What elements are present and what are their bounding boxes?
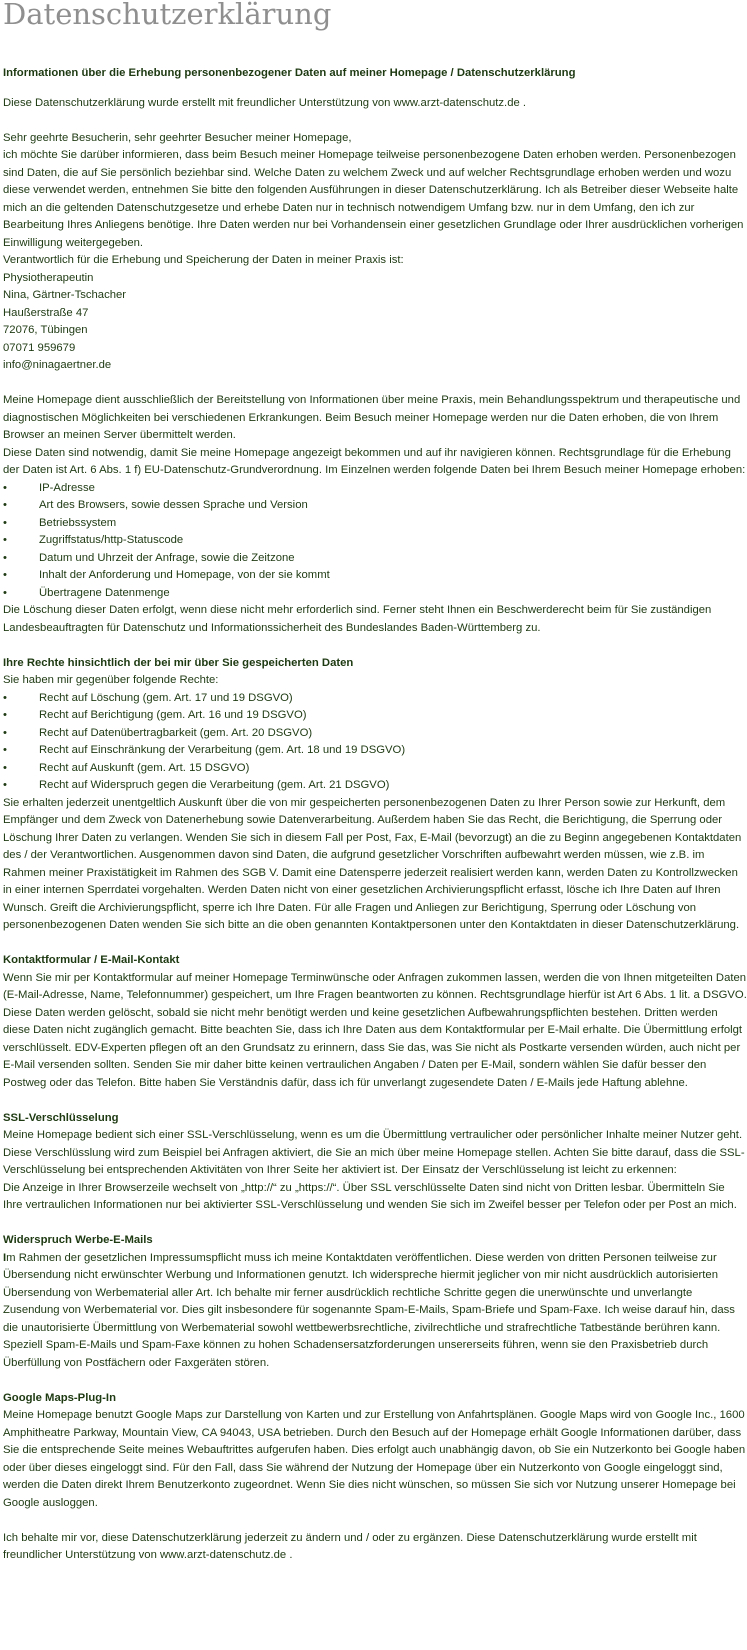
contact-form-text: Wenn Sie mir per Kontaktformular auf meiner Homepage Terminwünsche oder Anfragen zukommen lassen, werden die von Ihnen mitgeteilten Daten (E-Mail-Adresse, Name, Telefonnummer) gespeichert, um Ihre Fragen beantworten zu können. Rechtsgrundlage hierfür ist Art 6 Abs. 1 lit. a DSGVO. Diese Daten werden gelöscht, sobald sie nicht mehr benötigt werden und keine gesetzlichen Aufbewahrungspflichten bestehen. Dritten werden diese Daten nicht zugänglich gemacht. Bitte beachten Sie, dass ich Ihre Daten aus dem Kontaktformular per E-Mail erhalte. Die Übermittlung erfolgt verschlüsselt. EDV-Experten pflegen oft an den Grundsatz zu erinnern, dass Sie das, was Sie nicht als Postkarte versenden würden, auch nicht per E-Mail versenden sollten. Senden Sie mir daher bitte keinen vertraulichen Angaben / Daten per E-Mail, sondern wählen Sie dafür besser den Postweg oder das Telefon. Bitte haben Sie Verständnis dafür, dass ich für unverlangt zugesendete Daten / E-Mails jede Haftung ablehne. bbox=[3, 971, 747, 1089]
bullet-icon: • bbox=[3, 551, 7, 564]
contact-street: Haußerstraße 47 bbox=[3, 306, 89, 319]
list-item: • Recht auf Löschung (gem. Art. 17 und 19 DSGVO) bbox=[3, 690, 747, 708]
list-item: • Recht auf Einschränkung der Verarbeitung (gem. Art. 18 und 19 DSGVO) bbox=[3, 742, 747, 760]
contact-phone: 07071 959679 bbox=[3, 341, 76, 354]
privacy-policy-body bbox=[3, 65, 747, 1565]
intro-text: ich möchte Sie darüber informieren, dass beim Besuch meiner Homepage teilweise personenbezogene Daten erhoben werden. Personenbezogen sind Daten, die auf Sie persönlich beziehbar sind. Welche Daten zu welchem Zweck und auf welcher Rechtsgrundlage erhoben werden und wozu diese verwendet werden, entnehmen Sie bitte den folgenden Ausführungen in dieser Datenschutzerklärung. Ich als Betreiber dieser Webseite halte mich an die geltenden Datenschutzgesetze und erhebe Daten nur in technisch notwendigem Umfang bzw. nur in dem Umfang, den ich zur Bearbeitung Ihres Anliegens benötige. Ihre Daten werden nur bei Vorhandensein einer gesetzlichen Grundlage oder Ihrer ausdrücklichen vorherigen Einwilligung weitergegeben. bbox=[3, 149, 744, 249]
contact-name: Nina, Gärtner-Tschacher bbox=[3, 289, 127, 301]
list-item: • Recht auf Berichtigung (gem. Art. 16 und 19 DSGVO) bbox=[3, 707, 747, 725]
rights-heading: Ihre Rechte hinsichtlich der bei mir über Sie gespeicherten Daten bbox=[3, 656, 354, 669]
deletion-text: Die Löschung dieser Daten erfolgt, wenn diese nicht mehr erforderlich sind. Ferner steht Ihnen ein Beschwerderecht beim für Sie zuständigen Landesbeauftragten für Datenschutz und Informationssicherheit des Bundeslandes Baden-Württemberg zu. bbox=[3, 604, 712, 634]
rights-intro: Sie haben mir gegenüber folgende Rechte: bbox=[3, 674, 219, 686]
list-item: • Datum und Uhrzeit der Anfrage, sowie die Zeitzone bbox=[3, 550, 747, 568]
rights-list bbox=[3, 690, 747, 795]
ad-mails-heading: Widerspruch Werbe-E-Mails bbox=[3, 1234, 153, 1246]
intro-note: Diese Datenschutzerklärung wurde erstellt mit freundlicher Unterstützung von www.arzt-datenschutz.de . bbox=[3, 96, 527, 109]
page-title: Datenschutzerklärung bbox=[3, 0, 332, 31]
bullet-icon: • bbox=[3, 779, 7, 791]
ssl-text-2: Die Anzeige in Ihrer Browserzeile wechselt von „http://“ zu „https://“. Über SSL verschlüsselte Daten sind nicht von Dritten lesbar. Übermitteln Sie Ihre vertraulichen Informationen nur bei aktivierter SSL-Verschlüsselung und wenden Sie sich im Zweifel besser per Telefon oder per Post an mich. bbox=[3, 1181, 737, 1211]
collected-data-list bbox=[3, 480, 747, 603]
bullet-icon: • bbox=[3, 726, 7, 739]
closing-text: Ich behalte mir vor, diese Datenschutzerklärung jederzeit zu ändern und / oder zu ergänzen. Diese Datenschutzerklärung wurde erstellt mit freundlicher Unterstützung von www.arzt-datenschutz.de . bbox=[3, 1531, 697, 1561]
bullet-icon: • bbox=[3, 709, 7, 721]
data-necessity-text: Diese Daten sind notwendig, damit Sie meine Homepage angezeigt bekommen und auf ihr navigieren können. Rechtsgrundlage für die Erhebung der Daten ist Art. 6 Abs. 1 f) EU-Datenschutz-Grundverordnung. Im Einzelnen werden folgende Daten bei Ihrem Besuch meiner Homepage erhoben: bbox=[3, 446, 746, 476]
google-maps-heading: Google Maps-Plug-In bbox=[3, 1391, 116, 1404]
contact-email: info@ninagaertner.de bbox=[3, 359, 112, 371]
contact-profession: Physiotherapeutin bbox=[3, 271, 94, 284]
bullet-icon: • bbox=[3, 586, 7, 599]
homepage-text: Meine Homepage dient ausschließlich der Bereitstellung von Informationen über meine Praxis, mein Behandlungsspektrum und therapeutische und diagnostischen Möglichkeiten bei verschiedenen Erkrankungen. Beim Besuch meiner Homepage werden nur die Daten erhoben, die von Ihrem Browser an meinen Server übermittelt werden. bbox=[3, 394, 741, 441]
contact-form-heading: Kontaktformular / E-Mail-Kontakt bbox=[3, 954, 180, 966]
bullet-icon: • bbox=[3, 691, 7, 704]
google-maps-text: Meine Homepage benutzt Google Maps zur Darstellung von Karten und zur Erstellung von Anfahrtsplänen. Google Maps wird von Google Inc., 1600 Amphitheatre Parkway, Mountain View, CA 94043, USA betrieben. Durch den Besuch auf der Homepage erhält Google Informationen darüber, dass Sie die entsprechende Seite meines Webauftrittes aufgerufen haben. Dies erfolgt auch unabhängig davon, ob Sie ein Nutzerkonto bei Google haben oder über dieses eingeloggt sind. Für den Fall, dass Sie während der Nutzung der Homepage über ein Nutzerkonto von Google eingeloggt sind, werden die Daten direkt Ihrem Benutzerkonto zugeordnet. Wenn Sie dies nicht wünschen, so müssen Sie sich vor Nutzung unserer Homepage bei Google ausloggen. bbox=[3, 1409, 746, 1509]
list-item: • Inhalt der Anforderung und Homepage, von der sie kommt bbox=[3, 567, 747, 585]
bullet-icon: • bbox=[3, 761, 7, 774]
list-item: • Recht auf Widerspruch gegen die Verarbeitung (gem. Art. 21 DSGVO) bbox=[3, 777, 747, 795]
drop-letter: I bbox=[3, 1251, 7, 1264]
bullet-icon: • bbox=[3, 569, 7, 581]
list-item: • Art des Browsers, sowie dessen Sprache und Version bbox=[3, 497, 747, 515]
list-item: • Betriebssystem bbox=[3, 515, 747, 533]
bullet-icon: • bbox=[3, 534, 7, 546]
ssl-heading: SSL-Verschlüsselung bbox=[3, 1111, 119, 1124]
intro-heading: Informationen über die Erhebung personenbezogener Daten auf meiner Homepage / Datenschutzerklärung bbox=[3, 67, 576, 79]
bullet-icon: • bbox=[3, 481, 7, 494]
contact-city: 72076, Tübingen bbox=[3, 324, 88, 336]
greeting: Sehr geehrte Besucherin, sehr geehrter Besucher meiner Homepage, bbox=[3, 131, 352, 144]
bullet-icon: • bbox=[3, 744, 7, 756]
list-item: • Recht auf Auskunft (gem. Art. 15 DSGVO) bbox=[3, 760, 747, 778]
ssl-text: Meine Homepage bedient sich einer SSL-Verschlüsselung, wenn es um die Übermittlung vertraulicher oder persönlicher Inhalte meiner Nutzer geht. Diese Verschlüsslung wird zum Beispiel bei Anfragen aktiviert, die Sie an mich über meine Homepage stellen. Achten Sie bitte darauf, dass die SSL-Verschlüsselung bei entsprechenden Aktivitäten von Ihrer Seite her aktiviert ist. Der Einsatz der Verschlüsselung ist leicht zu erkennen: bbox=[3, 1129, 745, 1176]
responsible-intro: Verantwortlich für die Erhebung und Speicherung der Daten in meiner Praxis ist: bbox=[3, 254, 404, 266]
bullet-icon: • bbox=[3, 499, 7, 511]
list-item: • IP-Adresse bbox=[3, 480, 747, 498]
ad-mails-text: Im Rahmen der gesetzlichen Impressumspflicht muss ich meine Kontaktdaten veröffentlichen. Diese werden von dritten Personen teilweise zur Übersendung nicht erwünschter Werbung und Informationen genutzt. Ich widerspreche hiermit jeglicher von mir nicht ausdrücklich autorisierten Übersendung von Werbematerial aller Art. Ich behalte mir ferner ausdrücklich rechtliche Schritte gegen die unerwünschte und unverlangte Zusendung von Werbematerial vor. Dies gilt insbesondere für sogenannte Spam-E-Mails, Spam-Briefe und Spam-Faxe. Ich weise darauf hin, dass die unautorisierte Übermittlung von Werbematerial sowohl wettbewerbsrechtliche, zivilrechtliche und strafrechtliche Tatbestände berühren kann. Speziell Spam-E-Mails und Spam-Faxe können zu hohen Schadensersatzforderungen unsererseits führen, wenn sie den Praxisbetrieb durch Überfüllung von Postfächern oder Faxgeräten stören. bbox=[3, 1251, 735, 1369]
rights-text: Sie erhalten jederzeit unentgeltlich Auskunft über die von mir gespeicherten personenbezogenen Daten zu Ihrer Person sowie zur Herkunft, dem Empfänger und dem Zweck von Datenerhebung sowie Datenverarbeitung. Außerdem haben Sie das Recht, die Berichtigung, die Sperrung oder Löschung Ihrer Daten zu verlangen. Wenden Sie sich in diesem Fall per Post, Fax, E-Mail (bevorzugt) an die zu Beginn angegebenen Kontaktdaten des / der Verantwortlichen. Ausgenommen davon sind Daten, die aufgrund gesetzlicher Vorschriften aufbewahrt werden müssen, wie z.B. im Rahmen meiner Praxistätigkeit im Rahmen des SGB V. Damit eine Datensperre jederzeit realisiert werden kann, werden Daten zu Kontrollzwecken in einer internen Sperrdatei vorgehalten. Werden Daten nicht von einer gesetzlichen Archivierungspflicht erfasst, lösche ich Ihre Daten auf Ihren Wunsch. Greift die Archivierungspflicht, sperre ich Ihre Daten. Für alle Fragen und Anliegen zur Berichtigung, Sperrung oder Löschung von personenbezogenen Daten wenden Sie sich bitte an die oben genannten Kontaktpersonen unter den Kontaktdaten in dieser Datenschutzerklärung. bbox=[3, 796, 742, 931]
bullet-icon: • bbox=[3, 516, 7, 529]
list-item: • Übertragene Datenmenge bbox=[3, 585, 747, 603]
list-item: • Zugriffstatus/http-Statuscode bbox=[3, 532, 747, 550]
list-item: • Recht auf Datenübertragbarkeit (gem. Art. 20 DSGVO) bbox=[3, 725, 747, 743]
